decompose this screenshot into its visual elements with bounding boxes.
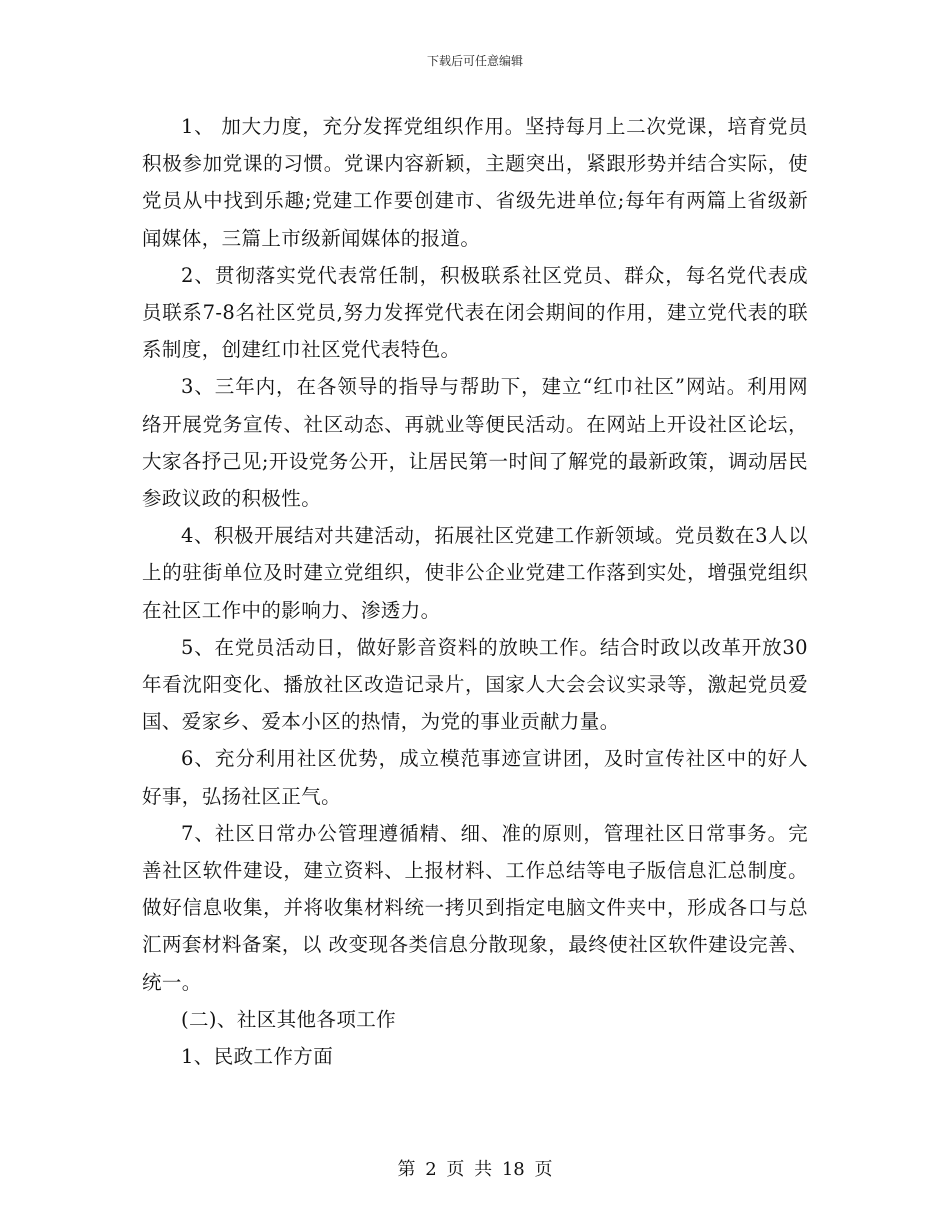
paragraph-2: 2、贯彻落实党代表常任制，积极联系社区党员、群众，每名党代表成员联系7-8名社区党员,努力发挥党代表在闭会期间的作用，建立党代表的联系制度，创建红巾社区党代表特色。 [142, 263, 808, 362]
document-body [142, 108, 808, 1075]
paragraph-3: 3、三年内，在各领导的指导与帮助下，建立“红巾社区”网站。利用网络开展党务宣传、社区动态、再就业等便民活动。在网站上开设社区论坛，大家各抒己见;开设党务公开，让居民第一时间了解党的最新政策，调动居民参政议政的积极性。 [142, 375, 808, 511]
paragraph-6: 6、充分利用社区优势，成立模范事迹宣讲团，及时宣传社区中的好人好事，弘扬社区正气。 [142, 747, 808, 808]
paragraph-5: 5、在党员活动日，做好影音资料的放映工作。结合时政以改革开放30年看沈阳变化、播放社区改造记录片，国家人大会会议实录等，激起党员爱国、爱家乡、爱本小区的热情，为党的事业贡献力量。 [142, 635, 808, 734]
subsection-heading: 1、民政工作方面 [181, 1045, 334, 1069]
paragraph-4: 4、积极开展结对共建活动，拓展社区党建工作新领域。党员数在3人以上的驻街单位及时建立党组织，使非公企业党建工作落到实处，增强党组织在社区工作中的影响力、渗透力。 [142, 524, 808, 622]
page-number: 第 2 页 共 18 页 [397, 1159, 553, 1180]
paragraph-7: 7、社区日常办公管理遵循精、细、准的原则，管理社区日常事务。完善社区软件建设，建立资料、上报材料、工作总结等电子版信息汇总制度。做好信息收集，并将收集材料统一拷贝到指定电脑文件夹中，形成各口与总汇两套材料备案，以 改变现各类信息分散现象，最终使社区软件建设完善、统一。 [142, 821, 808, 994]
section-heading: (二)、社区其他各项工作 [181, 1007, 397, 1031]
page-header-note: 下载后可任意编辑 [426, 54, 523, 68]
paragraph-1: 1、 加大力度，充分发挥党组织作用。坚持每月上二次党课，培育党员积极参加党课的习惯。党课内容新颖，主题突出，紧跟形势并结合实际，使党员从中找到乐趣;党建工作要创建市、省级先进单位;每年有两篇上省级新闻媒体，三篇上市级新闻媒体的报道。 [142, 115, 808, 250]
